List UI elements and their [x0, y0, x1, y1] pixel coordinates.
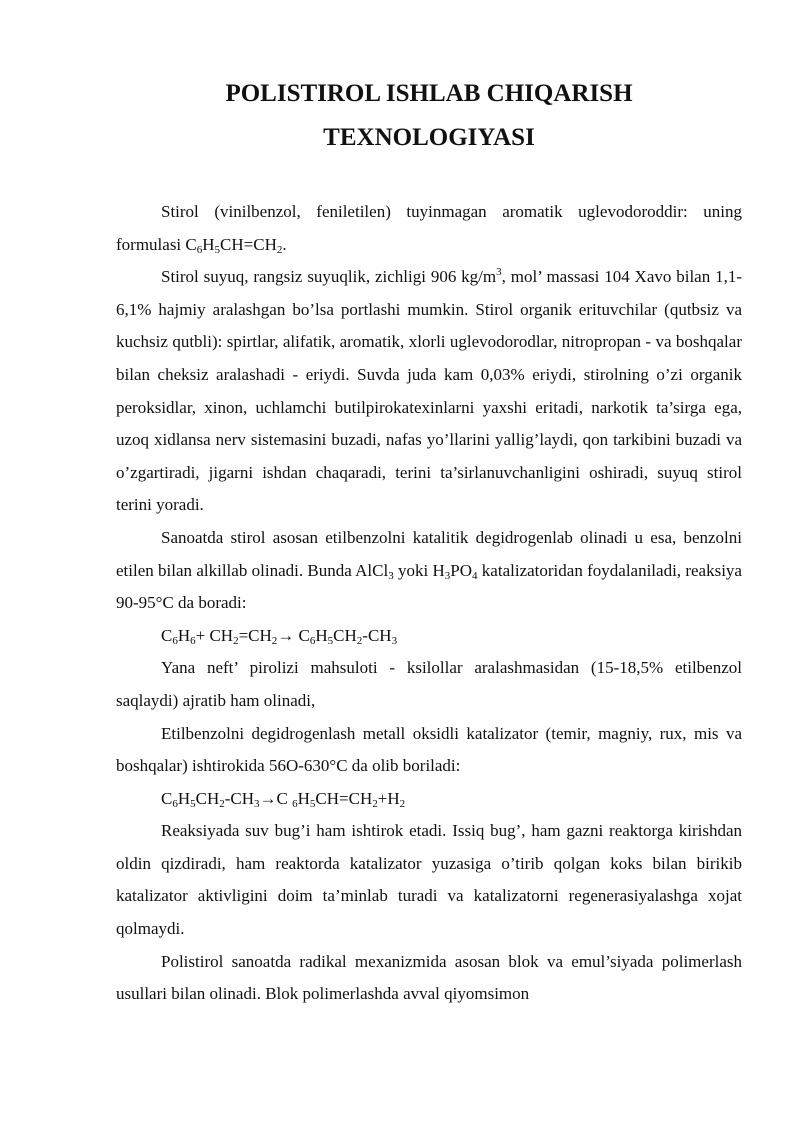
text-run: -CH — [224, 788, 255, 808]
equation-1 — [116, 620, 742, 653]
text-run: + CH — [195, 625, 234, 645]
subscript: 6 — [172, 797, 178, 810]
subscript: 2 — [219, 797, 225, 810]
text-run: . — [282, 234, 287, 254]
text-run: Stirol suyuq, rangsiz suyuqlik, zichligi 906 kg/m — [161, 267, 497, 287]
title-line-2: TEXNOLOGIYASI — [323, 124, 535, 151]
subscript: 5 — [190, 797, 196, 810]
subscript: 6 — [190, 634, 196, 647]
text-run: PO — [450, 560, 473, 580]
paragraph-7: Polistirol sanoatda radikal mexanizmida asosan blok va emul’siyada polimerlash usullari bilan olinadi. Blok polimerlashda avval qiyomsimon — [116, 951, 742, 1004]
text-run: Sanoatda stirol asosan etilbenzolni katalitik degidrogenlab olinadi u esa, benzolni etilen bilan alkillab olinadi. Bunda AlCl — [116, 527, 742, 580]
text-run: Stirol (vinilbenzol, feniletilen) tuyinmagan aromatik uglevodoroddir: uning formulasi C — [116, 202, 742, 254]
text-run: , mol’ massasi 104 Xavo bilan 1,1-6,1% hajmiy aralashgan bo’lsa portlashi mumkin. Stirol organik erituvchilar (qutbsiz va kuchsiz qutbli): spirtlar, alifatik, aromatik, xlorli uglevodorodlar, nitropropan - va boshqalar bilan cheksiz aralashadi - eriydi. Suvda juda kam 0,03% eriydi, stirolning o’zi organik peroksidlar, xinon, uchlamchi butilpirokatexinlarni yaxshi eritadi, narkotik ta’sirga ega, uzoq xidlansa nerv sistemasini buzadi, nafas yo’llarini yallig’laydi, qon tarkibini buzadi va o’zgartiradi, jigarni ishdan chaqaradi, terini ta’sirlanuvchanligini oshiradi, suyuq stirol terini yoradi. — [116, 267, 742, 515]
paragraph-4: Yana neft’ pirolizi mahsuloti - ksilollar aralashmasidan (15-18,5% etilbenzol saqlaydi) ajratib ham olinadi, — [116, 658, 742, 710]
text-run: H — [177, 788, 191, 808]
subscript: 2 — [372, 797, 378, 810]
subscript: 3 — [391, 634, 398, 647]
subscript: 4 — [472, 569, 478, 582]
text-run: CH — [333, 625, 357, 645]
text-run: -CH — [362, 625, 392, 645]
text-run: C — [161, 788, 173, 808]
text-run: katalizatoridan foydalaniladi, reaksiya 90-95°C da boradi: — [116, 560, 742, 613]
subscript: 6 — [309, 634, 316, 647]
subscript: 2 — [233, 634, 239, 647]
subscript: 6 — [172, 634, 178, 647]
subscript: 5 — [309, 797, 316, 810]
page-title — [116, 72, 742, 160]
subscript: 2 — [276, 243, 283, 256]
text-run: → C — [277, 625, 310, 645]
paragraph-2 — [116, 261, 742, 522]
subscript: 3 — [388, 569, 394, 582]
text-run: CH=CH — [315, 788, 373, 808]
paragraph-6: Reaksiyada suv bug’i ham ishtirok etadi. Issiq bug’, ham gazni reaktorga kirishdan oldin qizdiradi, ham reaktorda katalizator yuzasiga o’tirib qolgan koks bilan birikib katalizator aktivligini doim ta’minlab turadi va katalizatorni regenerasiyalashga xojat qolmaydi. — [116, 821, 742, 939]
subscript: 2 — [271, 634, 278, 647]
subscript: 2 — [399, 797, 406, 810]
title-line-1: POLISTIROL ISHLAB CHIQARISH — [225, 80, 633, 107]
text-run: C — [161, 625, 173, 645]
text-run: yoki H — [393, 560, 445, 580]
subscript: 6 — [292, 797, 298, 810]
equation-2 — [116, 783, 742, 816]
subscript: 3 — [444, 569, 451, 582]
paragraph-1 — [116, 196, 742, 261]
text-run: →C — [259, 788, 293, 808]
text-run: H — [177, 625, 191, 645]
text-run: H — [315, 625, 328, 645]
subscript: 5 — [327, 634, 334, 647]
subscript: 6 — [196, 243, 203, 256]
text-run: H — [202, 234, 215, 254]
superscript: 3 — [496, 266, 502, 279]
text-run: +H — [377, 788, 400, 808]
text-run: H — [297, 788, 310, 808]
document-body — [116, 196, 742, 1011]
paragraph-3 — [116, 522, 742, 620]
subscript: 3 — [254, 797, 260, 810]
subscript: 5 — [214, 243, 221, 256]
text-run: CH — [195, 788, 220, 808]
paragraph-5: Etilbenzolni degidrogenlash metall oksidli katalizator (temir, magniy, rux, mis va boshqalar) ishtirokida 56O-630°C da olib boriladi: — [116, 723, 742, 776]
subscript: 2 — [356, 634, 363, 647]
text-run: =CH — [238, 625, 272, 645]
text-run: CH=CH — [220, 234, 277, 254]
